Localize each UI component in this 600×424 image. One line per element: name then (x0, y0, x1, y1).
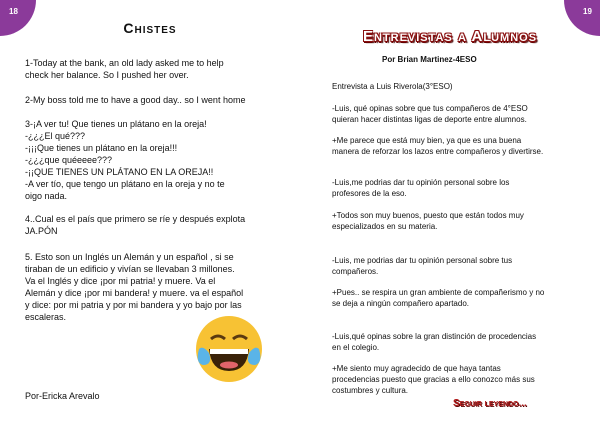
continue-reading-label: Seguir leyendo... (453, 398, 527, 409)
joke-paragraph: 5. Esto son un Inglés un Alemán y un español , si se tiraban de un edificio y vivían se llevaban 3 millones. Va el Inglés y dice ¡por mi patria! y muere. Va el Alemán y dice ¡por mi bandera! y muere. va el español y dice: por mi patria y por mi bandera y yo bajo por las escaleras. (25, 252, 244, 322)
byline: Por Brian Martinez-4ESO (382, 55, 477, 64)
joke-paragraph: 2-My boss told me to have a good day.. so I went home (25, 95, 246, 105)
joke-paragraph: 3-¡A ver tu! Que tienes un plátano en la oreja! -¿¿¿El qué??? -¡¡¡Que tienes un plátano en la oreja!!! -¿¿¿que quéeeee??? -¡¡QUE TIENES UN PLÁTANO EN LA OREJA!! -A ver tío, que tengo un plátano en la oreja y no te oigo nada. (25, 119, 225, 201)
page-number: 19 (583, 7, 592, 16)
interview-answer: +Me parece que está muy bien, ya que es una buena manera de reforzar los lazos entre compañeros y divertirse. (332, 136, 544, 156)
interview-question: -Luis,me podrias dar tu opinión personal sobre los profesores de la eso. (332, 178, 510, 198)
interview-question: -Luis, qué opinas sobre que tus compañeros de 4°ESO quieran hacer distintas ligas de deporte entre alumnos. (332, 104, 528, 124)
interview-answer: +Pues.. se respira un gran ambiente de compañerismo y no se deja a ningún compañero apartado. (332, 288, 545, 308)
page-number: 18 (9, 7, 18, 16)
interview-question: -Luis, me podrias dar tu opinión personal sobre tus compañeros. (332, 256, 513, 276)
page-title: Chistes (123, 20, 177, 36)
page-corner-tab (564, 0, 600, 36)
laughing-emoji-icon (193, 313, 265, 385)
interview-question: -Luis,qué opinas sobre la gran distinción de procedencias en el colegio. (332, 332, 537, 352)
page-title: Entrevistas a Alumnos (362, 28, 538, 45)
interview-paragraph: Entrevista a Luis Riverola(3°ESO) (332, 82, 453, 91)
joke-paragraph: 1-Today at the bank, an old lady asked me to help check her balance. So I pushed her over. (25, 58, 224, 80)
joke-paragraph: 4..Cual es el país que primero se ríe y después explota JA.PÓN (25, 214, 246, 236)
interview-answer: +Todos son muy buenos, puesto que están todos muy especializados en su materia. (332, 211, 524, 231)
interview-answer: +Me siento muy agradecido de que haya tantas procedencias puesto que gracias a ello conozco más sus costumbres y cultura. (332, 364, 535, 395)
author: Por-Ericka Arevalo (25, 391, 100, 401)
